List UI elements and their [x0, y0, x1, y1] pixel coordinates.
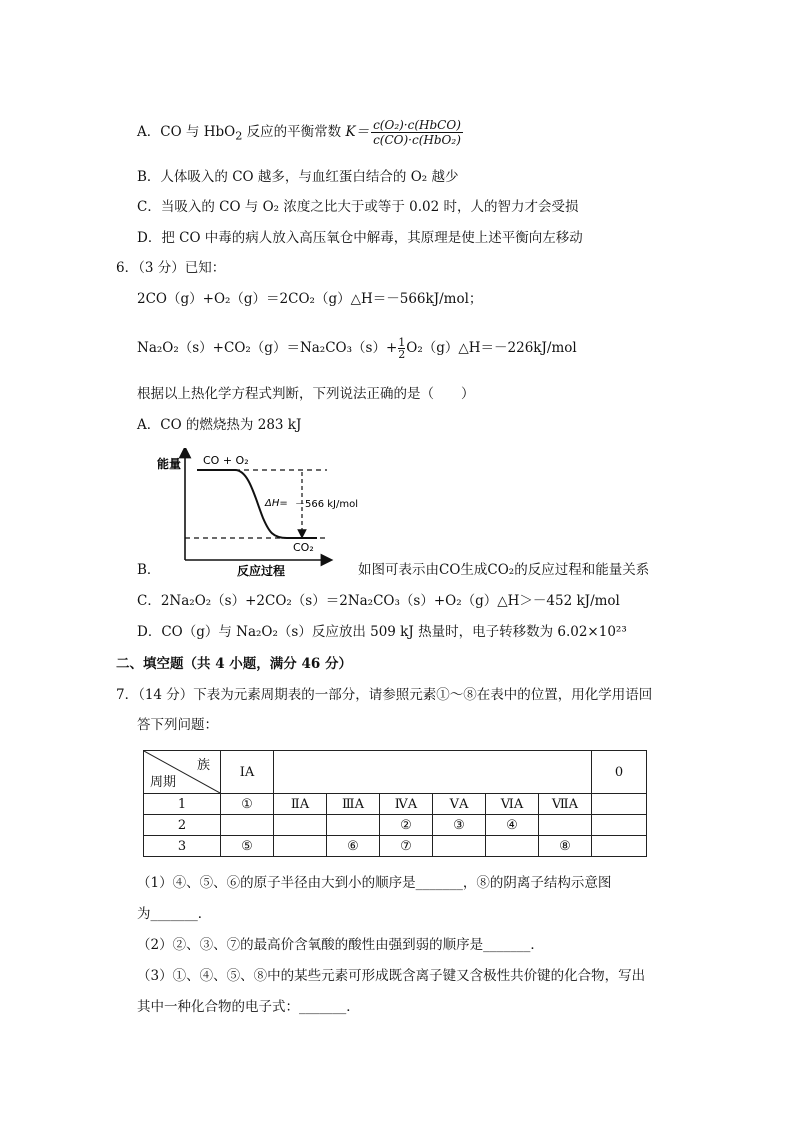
q7-stem-line2: 答下列问题： — [137, 717, 218, 733]
q7-sub3-line1: （3）①、④、⑤、⑧中的某些元素可形成既含离子键又含极性共价键的化合物，写出 — [137, 968, 646, 984]
q7-stem-line1: 7．（14 分）下表为元素周期表的一部分，请参照元素①～⑧在表中的位置，用化学用语回 — [116, 687, 653, 703]
q6-option-c: C．2Na₂O₂（s）+2CO₂（s）＝2Na₂CO₃（s）+O₂（g）△H＞－452 kJ/mol — [137, 593, 620, 609]
q5-option-a: A．CO 与 HbO$_2$ 反应的平衡常数 K＝ $\frac{\text{c(O₂)·c(HbCO)}}{\text{c(CO)·c(HbO₂)}}$ — [137, 118, 461, 147]
group-va-header: ⅤA — [433, 794, 486, 815]
cell-5: ⑤ — [221, 836, 274, 857]
period-3: 3 — [144, 836, 221, 857]
q7-sub3-line2: 其中一种化合物的电子式：_______． — [137, 999, 360, 1015]
delta-h-value: －566 kJ/mol — [295, 499, 359, 510]
diagram-product: CO₂ — [293, 541, 314, 554]
group-0-header: 0 — [592, 751, 647, 794]
q6-option-a: A．CO 的燃烧热为 283 kJ — [137, 417, 302, 433]
cell-8: ⑧ — [539, 836, 592, 857]
delta-h-prefix: ΔH= — [265, 498, 288, 509]
group-via-header: ⅥA — [486, 794, 539, 815]
half-fraction: $\frac{1}{2}$ — [398, 336, 406, 361]
q6-equation-1: 2CO（g）+O₂（g）＝2CO₂（g）△H＝－566kJ/mol； — [137, 291, 483, 307]
period-2: 2 — [144, 815, 221, 836]
cell-4: ④ — [486, 815, 539, 836]
group-iia-header: ⅡA — [274, 794, 327, 815]
q6-option-b-label: B． — [137, 562, 161, 578]
q6-stem: 6．（3 分）已知： — [116, 260, 226, 276]
cell-1: ① — [221, 794, 274, 815]
table-corner: 族 周期 — [144, 751, 221, 794]
q6-question: 根据以上热化学方程式判断，下列说法正确的是（ ） — [137, 386, 475, 402]
q7-sub1-line1: （1）④、⑤、⑥的原子半径由大到小的顺序是_______，⑧的阴离子结构示意图 — [137, 875, 612, 891]
group-iva-header: ⅣA — [380, 794, 433, 815]
q5-option-d: D．把 CO 中毒的病人放入高压氧仓中解毒，其原理是使上述平衡向左移动 — [137, 230, 583, 246]
group-ia-header: ⅠA — [221, 751, 274, 794]
q6-equation-2: Na₂O₂（s）+CO₂（g）＝Na₂CO₃（s）+ $\frac{1}{2}O_2(g)\triangle H=-226kJ$/mol — [137, 336, 577, 361]
group-iiia-header: ⅢA — [327, 794, 380, 815]
cell-6: ⑥ — [327, 836, 380, 857]
q7-sub1-line2: 为_______． — [137, 906, 212, 922]
diagram-reactants: CO + O₂ — [203, 454, 249, 467]
cell-3: ③ — [433, 815, 486, 836]
cell-7: ⑦ — [380, 836, 433, 857]
equilibrium-constant-fraction: $\frac{\text{c(O₂)·c(HbCO)}}{\text{c(CO)·c(HbO₂)}}$ — [373, 118, 461, 147]
energy-diagram — [157, 448, 367, 578]
q6-option-d: D．CO（g）与 Na₂O₂（s）反应放出 509 kJ 热量时，电子转移数为 6.02×10²³ — [137, 624, 627, 640]
section-title: 二、填空题（共 4 小题，满分 46 分） — [116, 656, 352, 672]
group-viia-header: ⅦA — [539, 794, 592, 815]
q6-option-b-text: 如图可表示由CO生成CO₂的反应过程和能量关系 — [358, 562, 650, 578]
period-1: 1 — [144, 794, 221, 815]
q7-sub2: （2）②、③、⑦的最高价含氧酸的酸性由强到弱的顺序是_______． — [137, 937, 544, 953]
diagram-ylabel: 能量 — [157, 457, 182, 471]
q5-option-c: C．当吸入的 CO 与 O₂ 浓度之比大于或等于 0.02 时，人的智力才会受损 — [137, 199, 579, 215]
periodic-table — [143, 750, 647, 857]
diagram-xlabel: 反应过程 — [237, 564, 286, 578]
cell-2: ② — [380, 815, 433, 836]
q5-option-b: B．人体吸入的 CO 越多，与血红蛋白结合的 O₂ 越少 — [137, 169, 459, 185]
